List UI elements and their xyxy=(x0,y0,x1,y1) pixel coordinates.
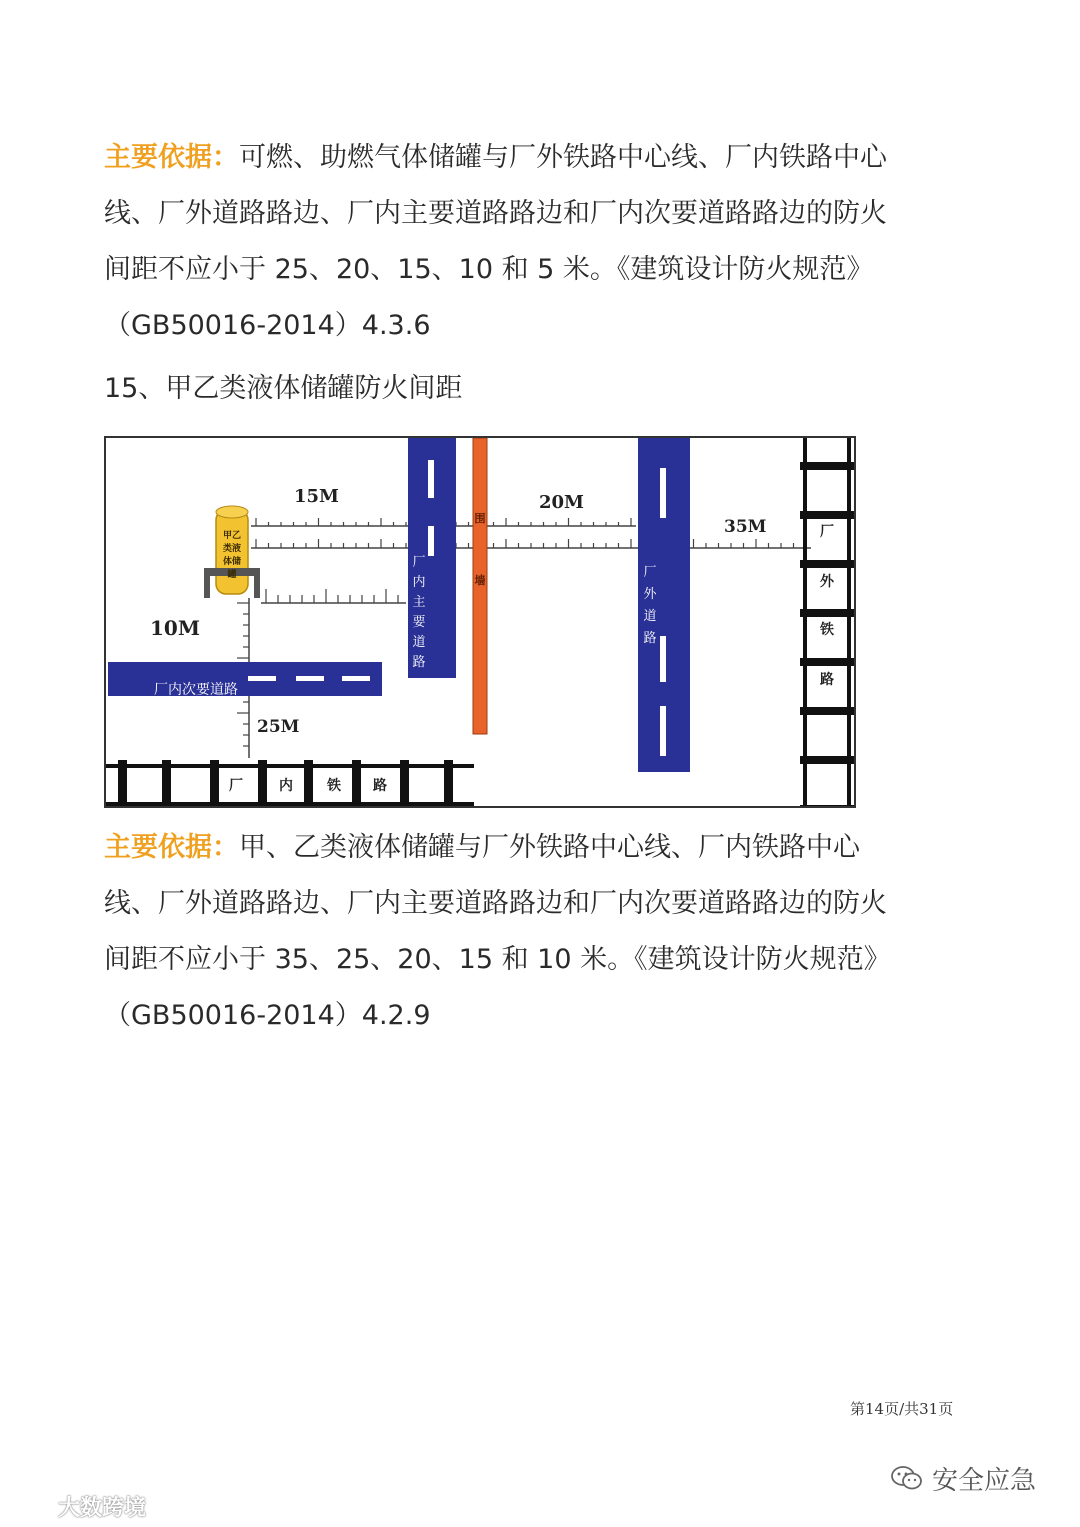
basis-text-line: 间距不应小于 25、20、15、10 和 5 米。《建筑设计防火规范》 xyxy=(104,254,874,285)
page-number: 第14页/共31页 xyxy=(850,1400,954,1418)
label-35m: 35M xyxy=(724,517,767,537)
tank-label-line: 体储 xyxy=(222,557,242,567)
watermark-logo-icon xyxy=(8,1495,52,1517)
main-road-label-char: 内 xyxy=(412,575,426,590)
outer-road-label-char: 路 xyxy=(643,631,657,646)
main-road-label-char: 路 xyxy=(412,655,426,670)
label-10m: 10M xyxy=(150,616,200,640)
outer-road-label-char: 外 xyxy=(643,587,657,602)
main-road-label-char: 道 xyxy=(412,635,426,650)
main-road-label-char: 要 xyxy=(412,615,426,630)
outer-rail-label-char: 厂 xyxy=(820,524,834,540)
watermark-left-text: 大数跨境 xyxy=(58,1495,147,1521)
label-20m: 20M xyxy=(539,492,584,513)
secondary-road xyxy=(108,662,382,696)
wall-label-char: 围 xyxy=(474,512,486,525)
main-road-label-char: 主 xyxy=(412,595,426,610)
outer-rail-label-char: 路 xyxy=(820,672,834,688)
basis-text-line: 可燃、助燃气体储罐与厂外铁路中心线、厂内铁路中心 xyxy=(239,142,887,173)
basis-paragraph-2 xyxy=(104,820,954,1044)
section-heading: 15、甲乙类液体储罐防火间距 xyxy=(104,373,463,404)
wechat-icon xyxy=(890,1464,924,1492)
label-25m: 25M xyxy=(257,717,300,737)
wall-label-char: 墙 xyxy=(474,574,486,587)
basis-text-line: 线、厂外道路路边、厂内主要道路路边和厂内次要道路路边的防火 xyxy=(104,198,887,229)
outer-rail-label-char: 外 xyxy=(820,574,834,590)
inner-rail-label-char: 路 xyxy=(373,778,387,794)
outer-road-label-char: 厂 xyxy=(643,565,657,580)
basis-label: 主要依据： xyxy=(104,832,239,863)
outer-road-label-char: 道 xyxy=(643,609,657,624)
basis-reference: （GB50016-2014）4.2.9 xyxy=(104,1000,431,1031)
outer-rail-label-char: 铁 xyxy=(820,622,834,638)
label-15m: 15M xyxy=(294,486,339,507)
main-road-label-char: 厂 xyxy=(412,555,426,570)
fire-spacing-diagram xyxy=(104,436,856,808)
inner-rail-label-char: 铁 xyxy=(327,778,341,794)
basis-label: 主要依据： xyxy=(104,142,239,173)
basis-text-line: 线、厂外道路路边、厂内主要道路路边和厂内次要道路路边的防火 xyxy=(104,888,887,919)
basis-text-line: 甲、乙类液体储罐与厂外铁路中心线、厂内铁路中心 xyxy=(239,832,860,863)
secondary-road-label: 厂内次要道路 xyxy=(154,682,238,698)
tank-label-line: 罐 xyxy=(227,570,237,580)
basis-reference: （GB50016-2014）4.3.6 xyxy=(104,310,431,341)
watermark-right-text: 安全应急 xyxy=(932,1465,1037,1496)
tank-label-line: 甲乙 xyxy=(222,531,242,541)
inner-rail-label-char: 内 xyxy=(279,778,293,794)
diagram-canvas xyxy=(106,438,856,808)
basis-text-line: 间距不应小于 35、25、20、15 和 10 米。《建筑设计防火规范》 xyxy=(104,944,891,975)
tank-label-line: 类液 xyxy=(222,544,242,554)
watermark-left xyxy=(8,1490,146,1522)
watermark-right xyxy=(890,1458,1036,1498)
basis-paragraph-1 xyxy=(104,130,954,354)
inner-rail-label-char: 厂 xyxy=(229,778,243,794)
